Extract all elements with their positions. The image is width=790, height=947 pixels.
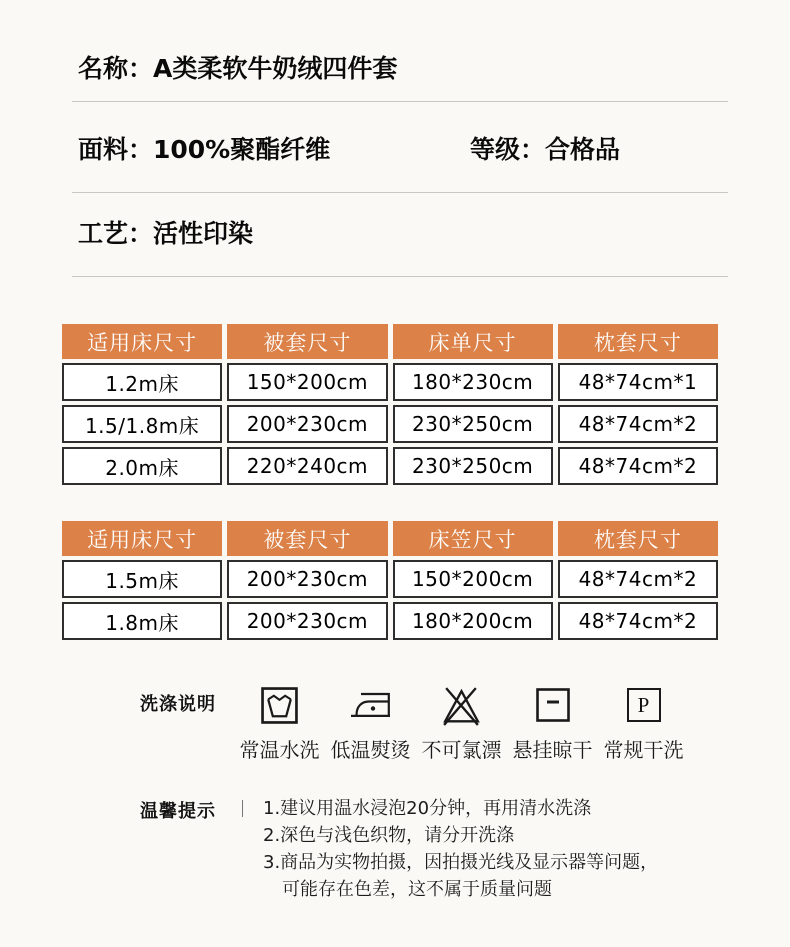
washing-item-label: 常规干洗 <box>603 738 684 762</box>
table-cell: 150*200cm <box>393 560 553 598</box>
table-header-cell: 枕套尺寸 <box>558 521 718 556</box>
table-header-cell: 适用床尺寸 <box>62 324 222 359</box>
grade-label: 等级：合格品 <box>470 135 621 164</box>
washing-item <box>507 682 598 763</box>
craft-row: 工艺：活性印染 <box>78 219 254 248</box>
table-cell: 1.2m床 <box>62 363 222 401</box>
tips-list <box>263 795 658 903</box>
table-cell: 230*250cm <box>393 405 553 443</box>
hang-dry-icon <box>536 682 570 728</box>
table-cell: 48*74cm*1 <box>558 363 718 401</box>
washing-item-label: 悬挂晾干 <box>512 738 593 762</box>
tips-line: 可能存在色差，这不属于质量问题 <box>282 879 552 900</box>
washing-item <box>234 682 325 763</box>
tips-line: 2.深色与浅色织物，请分开洗涤 <box>263 825 515 846</box>
dry-clean-letter: P <box>637 692 650 717</box>
table-header-cell: 适用床尺寸 <box>62 521 222 556</box>
washing-item <box>598 682 689 763</box>
tips-section <box>0 795 790 903</box>
table-cell: 1.8m床 <box>62 602 222 640</box>
iron-icon <box>347 682 395 728</box>
size-table-fitted <box>62 521 718 640</box>
table-cell: 2.0m床 <box>62 447 222 485</box>
table-cell: 1.5m床 <box>62 560 222 598</box>
tips-line: 3.商品为实物拍摄，因拍摄光线及显示器等问题， <box>263 852 659 873</box>
table-cell: 1.5/1.8m床 <box>62 405 222 443</box>
table-cell: 150*200cm <box>227 363 387 401</box>
size-table-sheet <box>62 324 718 485</box>
washing-title: 洗涤说明 <box>140 694 216 715</box>
table-header-cell: 枕套尺寸 <box>558 324 718 359</box>
table-cell: 48*74cm*2 <box>558 447 718 485</box>
tips-line: 1.建议用温水浸泡20分钟，再用清水洗涤 <box>263 798 592 819</box>
table-header-cell: 被套尺寸 <box>227 324 387 359</box>
table-cell: 180*200cm <box>393 602 553 640</box>
no-bleach-icon <box>439 682 484 728</box>
tips-divider <box>242 800 243 817</box>
fabric-grade-row <box>0 135 790 165</box>
washing-section <box>0 682 790 763</box>
table-header-cell: 床单尺寸 <box>393 324 553 359</box>
table-cell: 48*74cm*2 <box>558 560 718 598</box>
washing-item-label: 不可氯漂 <box>421 738 502 762</box>
washing-items <box>234 682 689 763</box>
product-name-row: 名称：A类柔软牛奶绒四件套 <box>78 54 398 83</box>
table-cell: 200*230cm <box>227 405 387 443</box>
table-cell: 220*240cm <box>227 447 387 485</box>
washing-item-label: 常温水洗 <box>239 738 320 762</box>
divider <box>72 192 728 193</box>
table-header-cell: 床笠尺寸 <box>393 521 553 556</box>
washing-item <box>325 682 416 763</box>
table-header-cell: 被套尺寸 <box>227 521 387 556</box>
divider <box>72 101 728 102</box>
tips-title: 温馨提示 <box>140 801 216 822</box>
washing-item <box>416 682 507 763</box>
table-cell: 230*250cm <box>393 447 553 485</box>
wash-tub-icon <box>261 682 298 728</box>
fabric-label: 面料：100%聚酯纤维 <box>78 135 331 164</box>
table-cell: 48*74cm*2 <box>558 602 718 640</box>
divider <box>72 276 728 277</box>
table-cell: 200*230cm <box>227 560 387 598</box>
table-cell: 48*74cm*2 <box>558 405 718 443</box>
table-cell: 200*230cm <box>227 602 387 640</box>
washing-item-label: 低温熨烫 <box>330 738 411 762</box>
dry-clean-p-icon <box>627 682 661 728</box>
table-cell: 180*230cm <box>393 363 553 401</box>
